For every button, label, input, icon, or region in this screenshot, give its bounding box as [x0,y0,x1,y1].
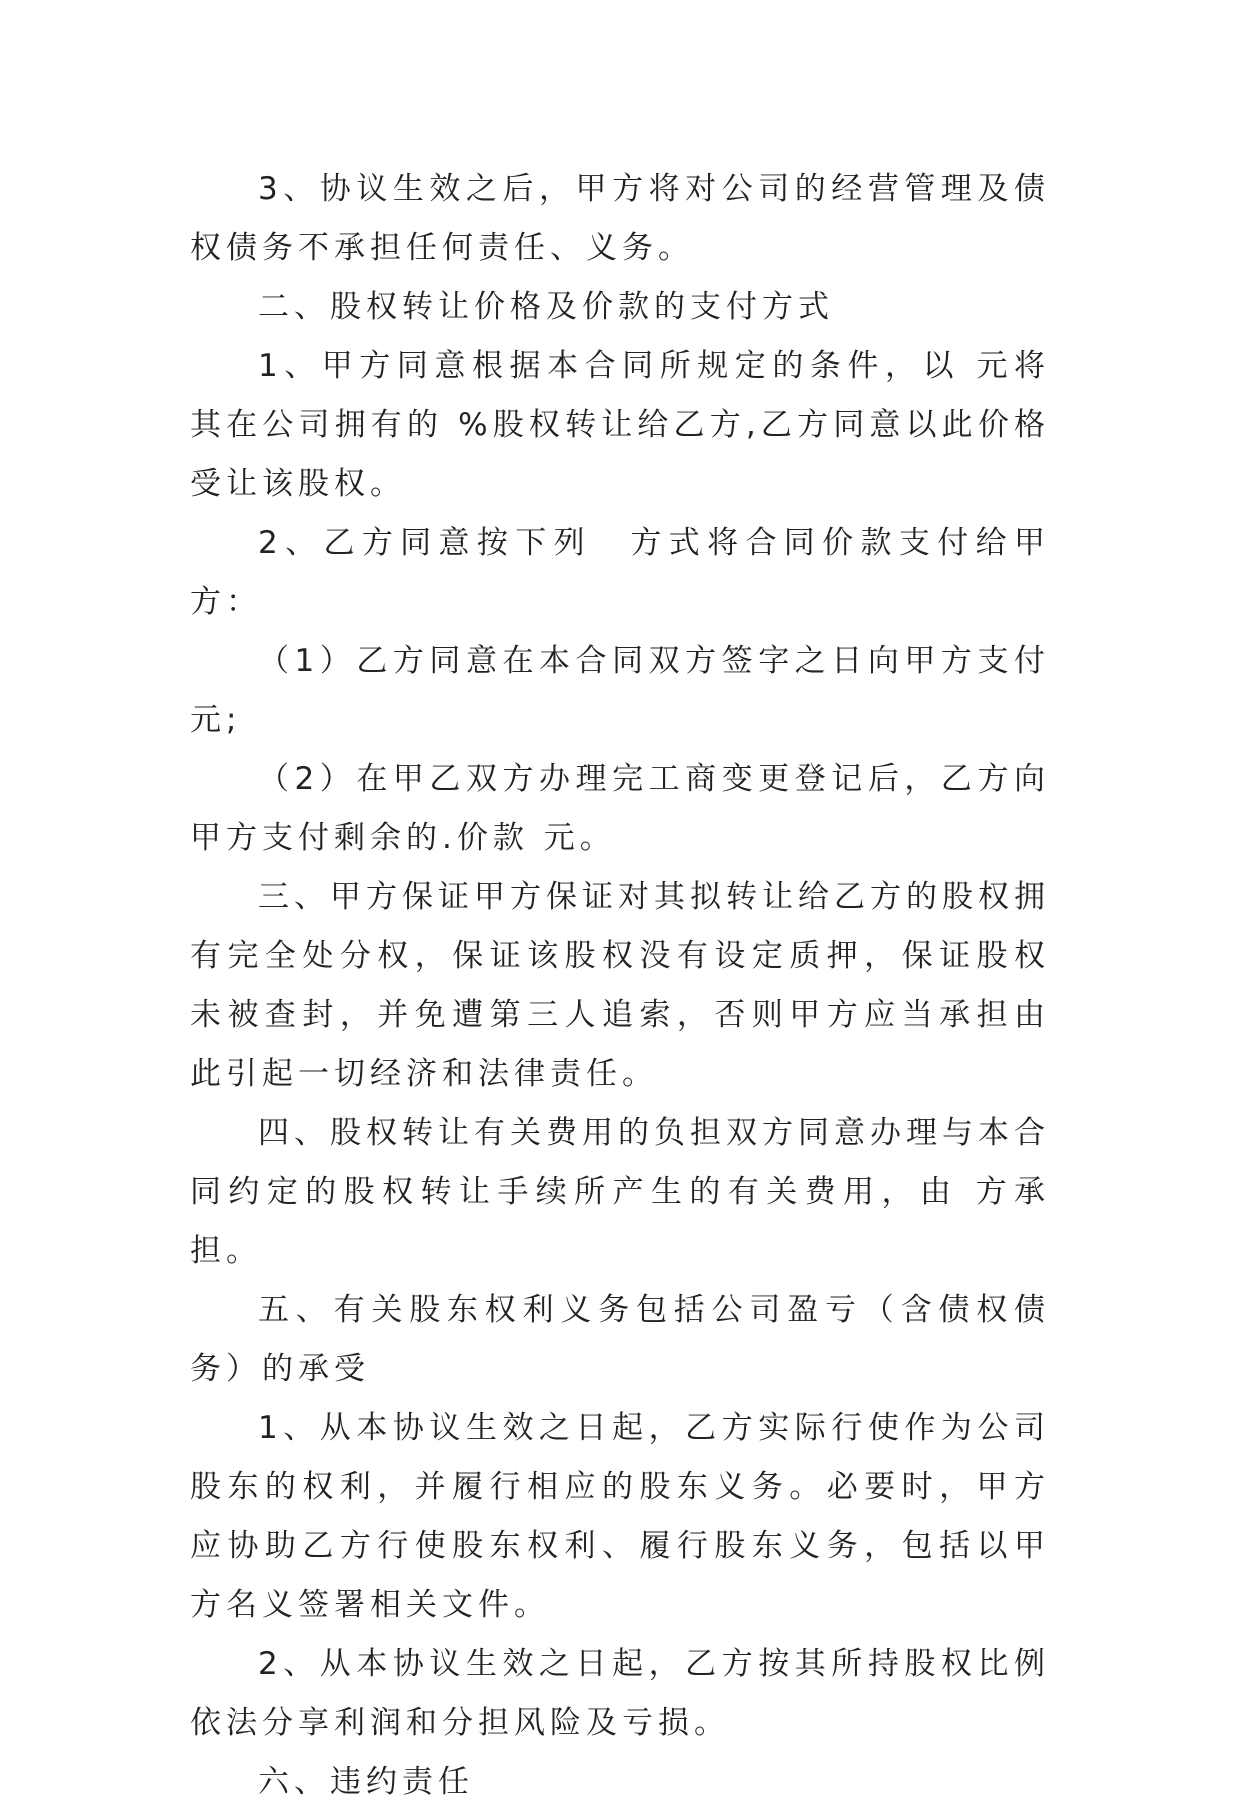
heading-section-6: 六、违约责任 [258,1764,474,1800]
paragraph-clause-5-2: 2、从本协议生效之日起，乙方按其所持股权比例依法分享利润和分担风险及亏损。 [190,1646,1050,1741]
document-body [190,160,1050,1812]
paragraph-clause-2-1: 1、甲方同意根据本合同所规定的条件，以 元将其在公司拥有的 %股权转让给乙方,乙方同意以此价格受让该股权。 [190,348,1050,502]
heading-section-5: 五、有关股东权利义务包括公司盈亏（含债权债务）的承受 [190,1292,1050,1387]
paragraph-clause-2-2-2: （2）在甲乙双方办理完工商变更登记后，乙方向甲方支付剩余的.价款 元。 [190,761,1050,856]
paragraph-section-4: 四、股权转让有关费用的负担双方同意办理与本合同约定的股权转让手续所产生的有关费用，由 方承担。 [190,1115,1050,1269]
heading-section-2: 二、股权转让价格及价款的支付方式 [258,289,834,325]
paragraph-clause-5-1: 1、从本协议生效之日起，乙方实际行使作为公司股东的权利，并履行相应的股东义务。必要时，甲方应协助乙方行使股东权利、履行股东义务，包括以甲方名义签署相关文件。 [190,1410,1050,1623]
paragraph-section-3: 三、甲方保证甲方保证对其拟转让给乙方的股权拥有完全处分权，保证该股权没有设定质押，保证股权未被查封，并免遭第三人追索，否则甲方应当承担由此引起一切经济和法律责任。 [190,879,1050,1092]
paragraph-clause-1-3: 3、协议生效之后，甲方将对公司的经营管理及债权债务不承担任何责任、义务。 [190,171,1050,266]
paragraph-clause-2-2: 2、乙方同意按下列 方式将合同价款支付给甲方： [190,525,1050,620]
paragraph-clause-2-2-1: （1）乙方同意在本合同双方签字之日向甲方支付 元; [190,643,1050,738]
